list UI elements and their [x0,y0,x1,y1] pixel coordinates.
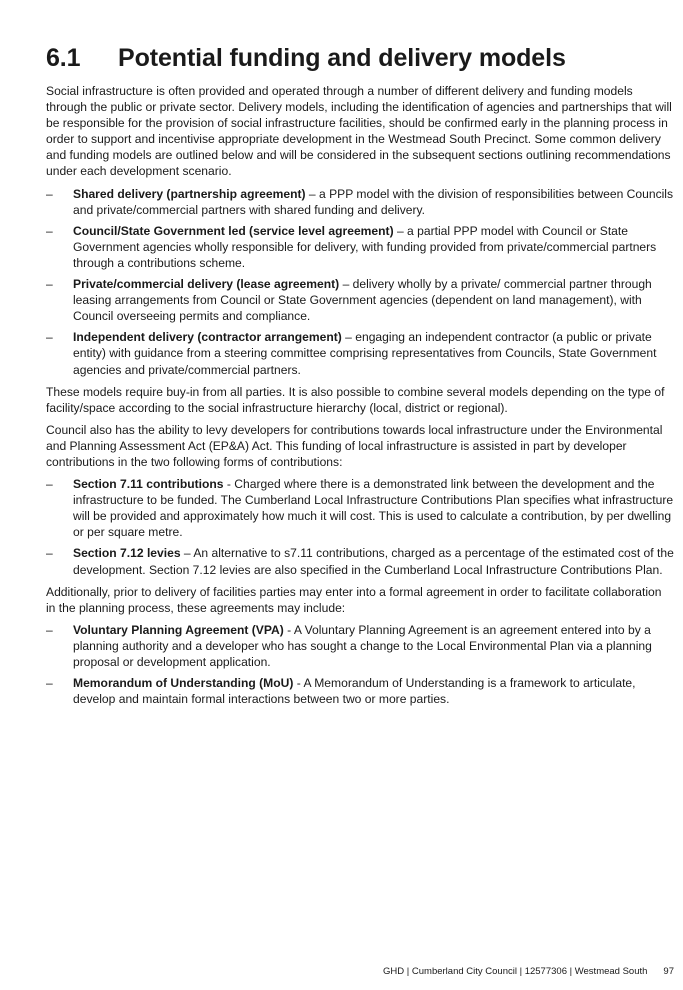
dash-marker: – [46,223,53,238]
dash-marker: – [46,330,53,345]
list-item-term: Independent delivery (contractor arrangement) [73,330,342,345]
list-item-term: Shared delivery (partnership agreement) [73,186,306,201]
list-item [46,545,674,577]
list-item-description: – a partial PPP model with Council or State Government agencies wholly responsible for delivery, with funding provided from private/commercial partners through a contributions scheme. [73,223,657,270]
list-item-description: - Charged where there is a demonstrated link between the development and the infrastructure to be funded. The Cumberland Local Infrastructure Contributions Plan specifies what infrastructure will be provided and approximately how much it will cost. This is used to calculate a contribution, by per dwelling or per square metre. [73,477,674,540]
list-item-term: Private/commercial delivery (lease agreement) [73,277,340,292]
buyin-paragraph: These models require buy-in from all parties. It is also possible to combine several models depending on the type of facility/space according to the social infrastructure hierarchy (local, district or regional). [46,384,665,415]
levy-paragraph: Council also has the ability to levy developers for contributions towards local infrastructure under the Environmental and Planning Assessment Act (EP&A) Act. This funding of local infrastructure is assisted in part by developer contributions in the two following forms of contributions: [46,422,663,469]
list-item-description: – a PPP model with the division of responsibilities between Councils and private/commercial partners with shared funding and delivery. [73,186,674,217]
dash-marker: – [46,546,53,561]
list-item-term: Section 7.11 contributions [73,477,224,492]
document-page [46,42,674,713]
list-item-term: Voluntary Planning Agreement (VPA) [73,622,284,637]
intro-paragraph: Social infrastructure is often provided and operated through a number of different delivery and funding models through the public or private sector. Delivery models, including the identification of agencies and partnerships that will be responsible for the provision of social infrastructure facilities, should be confirmed early in the planning process in order to support and incentivise appropriate development in the Westmead South Precinct. Some common delivery and funding models are outlined below and will be considered in the subsequent sections outlining recommendations under each development scenario. [46,84,672,179]
list-item [46,329,674,377]
list-item-term: Section 7.12 levies [73,546,181,561]
list-item-term: Memorandum of Understanding (MoU) [73,676,294,691]
agreements-paragraph: Additionally, prior to delivery of facilities parties may enter into a formal agreement in order to facilitate collaboration in the planning process, these agreements may include: [46,584,662,615]
dash-marker: – [46,186,53,201]
section-number: 6.1 [46,44,81,72]
list-item-description: – An alternative to s7.11 contributions, charged as a percentage of the estimated cost of the development. Section 7.12 levies are also specified in the Cumberland Local Infrastructure Contributions Plan. [73,546,674,577]
list-item-description: - A Memorandum of Understanding is a framework to articulate, develop and maintain formal interactions between two or more parties. [73,676,636,707]
page-number: 97 [663,966,674,977]
dash-marker: – [46,277,53,292]
agreements-list [46,622,674,707]
list-item [46,276,674,324]
dash-marker: – [46,676,53,691]
list-item [46,622,674,670]
section-title: Potential funding and delivery models [118,44,566,72]
section-heading [46,42,674,74]
contributions-list [46,476,674,578]
list-item [46,675,674,707]
list-item [46,223,674,271]
footer-source: GHD | Cumberland City Council | 12577306 | Westmead South [383,966,648,977]
dash-marker: – [46,477,53,492]
list-item-description: – engaging an independent contractor (a public or private entity) with guidance from a steering committee comprising representatives from Councils, State Government agencies and private/commercial partners. [73,330,657,377]
list-item [46,186,674,218]
dash-marker: – [46,622,53,637]
list-item-description: – delivery wholly by a private/ commercial partner through leasing arrangements from Council or State Government agencies (dependent on land management), with Council overseeing permits and compliance. [73,277,652,324]
list-item-term: Council/State Government led (service level agreement) [73,223,394,238]
page-footer [383,966,674,978]
delivery-models-list [46,186,674,378]
list-item-description: - A Voluntary Planning Agreement is an agreement entered into by a planning authority and a developer who has sought a change to the Local Environmental Plan via a planning proposal or development application. [73,622,652,669]
list-item [46,476,674,540]
